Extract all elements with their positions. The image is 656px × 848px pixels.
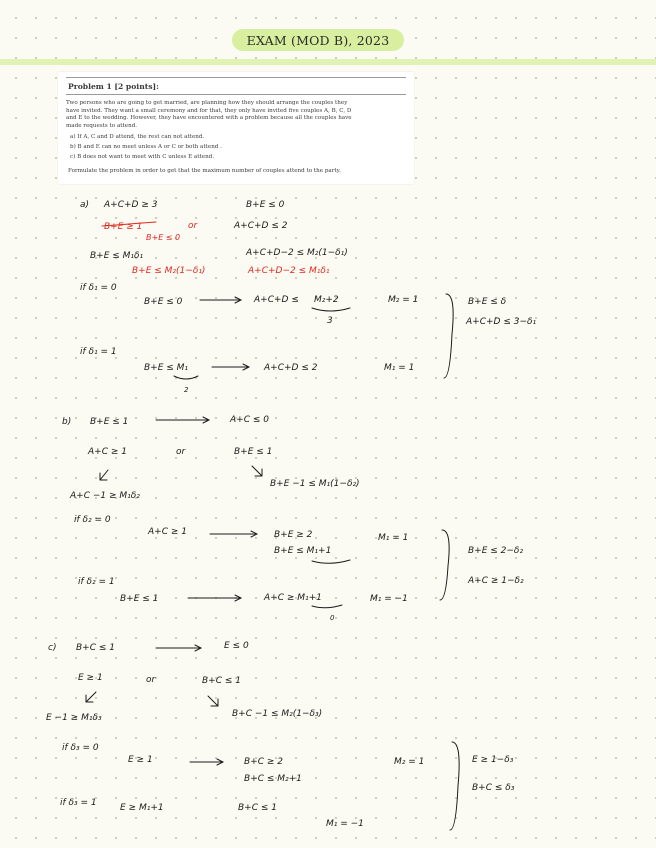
a-c0-num: M₂+2 bbox=[314, 295, 339, 305]
c-right1: B+C ≤ 1 bbox=[202, 676, 241, 686]
b-c1-m: M₁ = −1 bbox=[370, 594, 408, 604]
task-text: Formulate the problem in order to get that the maximum number of couples attend to the party. bbox=[68, 168, 341, 174]
brace-under bbox=[312, 560, 350, 563]
c-c0-r2: B+C ≤ M₂+1 bbox=[244, 774, 302, 784]
c-c1-right: B+C ≤ 1 bbox=[238, 803, 277, 813]
brace-under bbox=[174, 376, 198, 379]
c-result2: B+C ≤ δ₃ bbox=[472, 783, 515, 793]
b-result1: B+E ≤ 2−δ₂ bbox=[468, 546, 524, 556]
exam-title: EXAM (MOD B), 2023 bbox=[232, 29, 404, 51]
b-c1-left: B+E ≤ 1 bbox=[120, 594, 159, 604]
condition-c: c) B does not want to meet with C unless E attend. bbox=[70, 154, 215, 160]
c-c1-m: M₁ = −1 bbox=[326, 819, 364, 829]
c-left1: E ≥ 1 bbox=[78, 673, 103, 683]
b-top-left: B+E ≤ 1 bbox=[90, 417, 129, 427]
c-top-left: B+C ≤ 1 bbox=[76, 643, 115, 653]
c-top-right: E ≤ 0 bbox=[224, 641, 249, 651]
brace-under bbox=[312, 308, 350, 311]
a-bigm1: B+E ≤ M₁δ₁ bbox=[90, 251, 144, 261]
arrow-diag bbox=[252, 466, 262, 476]
a-c1-left: B+E ≤ M₁ bbox=[144, 363, 189, 373]
c-c0-r1: B+C ≥ 2 bbox=[244, 757, 283, 767]
c-bigm1: B+C −1 ≤ M₂(1−δ₃) bbox=[232, 709, 323, 719]
part-b-label: b) bbox=[62, 417, 72, 427]
c-case1: if δ₃ = 1 bbox=[60, 798, 97, 808]
a-c1-m: M₁ = 1 bbox=[384, 363, 415, 373]
a-red1: B+E ≤ M₂(1−δ₁) bbox=[132, 266, 206, 276]
c-or: or bbox=[146, 675, 156, 685]
a-result2: A+C+D ≤ 3−δ₁ bbox=[466, 317, 537, 327]
a-c0-den: 3 bbox=[327, 316, 333, 326]
b-c0-r2: B+E ≤ M₁+1 bbox=[274, 546, 332, 556]
c-bigm2: E −1 ≥ M₁δ₃ bbox=[46, 713, 102, 723]
a-c0-left: B+E ≤ 0 bbox=[144, 297, 183, 307]
a-c0-right: A+C+D ≤ bbox=[254, 295, 299, 305]
bracket bbox=[440, 530, 449, 600]
b-or: or bbox=[176, 447, 186, 457]
paragraph-line: and E to the wedding. However, they have encountered with a problem because all the couples have bbox=[66, 115, 352, 122]
b-c0-r1: B+E ≥ 2 bbox=[274, 530, 313, 540]
a-red2: A+C+D−2 ≤ M₁δ₁ bbox=[248, 266, 330, 276]
a-red-note: B+E ≤ 0 bbox=[146, 233, 181, 242]
part-a-label: a) bbox=[80, 200, 90, 210]
a-cond2: B+E ≤ 0 bbox=[246, 200, 285, 210]
a-alt: A+C+D ≤ 2 bbox=[234, 221, 288, 231]
arrow-diag bbox=[208, 696, 218, 706]
a-or: or bbox=[188, 221, 198, 231]
a-bigm2: A+C+D−2 ≤ M₂(1−δ₁) bbox=[246, 248, 348, 258]
b-bigm1: B+E −1 ≤ M₁(1−δ₂) bbox=[270, 479, 360, 489]
a-cond1: A+C+D ≥ 3 bbox=[104, 200, 158, 210]
a-c1-sub: 2 bbox=[184, 386, 189, 394]
c-case0: if δ₃ = 0 bbox=[62, 743, 99, 753]
condition-a: a) If A, C and D attend, the rest can not attend. bbox=[70, 134, 205, 140]
b-c0-m: M₁ = 1 bbox=[378, 533, 409, 543]
a-case1: if δ₁ = 1 bbox=[80, 347, 117, 357]
brace-under bbox=[312, 605, 342, 608]
problem-heading: Problem 1 [2 points]: bbox=[68, 82, 159, 91]
c-c0-left: E ≥ 1 bbox=[128, 755, 153, 765]
c-c1-left: E ≥ M₁+1 bbox=[120, 803, 164, 813]
c-c0-m: M₂ = 1 bbox=[394, 757, 425, 767]
b-top-right: A+C ≤ 0 bbox=[230, 415, 269, 425]
b-c0-left: A+C ≥ 1 bbox=[148, 527, 187, 537]
arrow-diag bbox=[100, 470, 108, 480]
b-bigm2: A+C −1 ≥ M₁δ₂ bbox=[70, 491, 140, 501]
paragraph-line: made requests to attend. bbox=[66, 122, 138, 129]
bracket bbox=[444, 294, 453, 378]
a-c1-right: A+C+D ≤ 2 bbox=[264, 363, 318, 373]
condition-b: b) B and E can no meet unless A or C or both attend . bbox=[70, 144, 222, 150]
part-c-label: c) bbox=[48, 643, 57, 653]
a-c0-m: M₂ = 1 bbox=[388, 295, 419, 305]
b-c1-right: A+C ≥ M₁+1 bbox=[264, 593, 322, 603]
bracket bbox=[450, 742, 459, 830]
b-result2: A+C ≥ 1−δ₂ bbox=[468, 576, 524, 586]
b-left1: A+C ≥ 1 bbox=[88, 447, 127, 457]
b-right1: B+E ≤ 1 bbox=[234, 447, 273, 457]
b-case0: if δ₂ = 0 bbox=[74, 515, 111, 525]
a-struck: B+E ≥ 1 bbox=[104, 222, 143, 232]
b-c1-sub: 0 bbox=[330, 614, 335, 622]
paragraph-line: have invited. They want a small ceremony and for that, they only have invited five couples A, B, C, D bbox=[66, 107, 352, 114]
b-case1: if δ₂ = 1 bbox=[78, 577, 115, 587]
a-case0: if δ₁ = 0 bbox=[80, 283, 117, 293]
c-result1: E ≥ 1−δ₃ bbox=[472, 755, 514, 765]
arrow-diag bbox=[86, 692, 96, 702]
a-result1: B+E ≤ δ bbox=[468, 297, 507, 307]
paragraph-line: Two persons who are going to get married, are planning how they should arrange the couples they bbox=[66, 100, 348, 106]
